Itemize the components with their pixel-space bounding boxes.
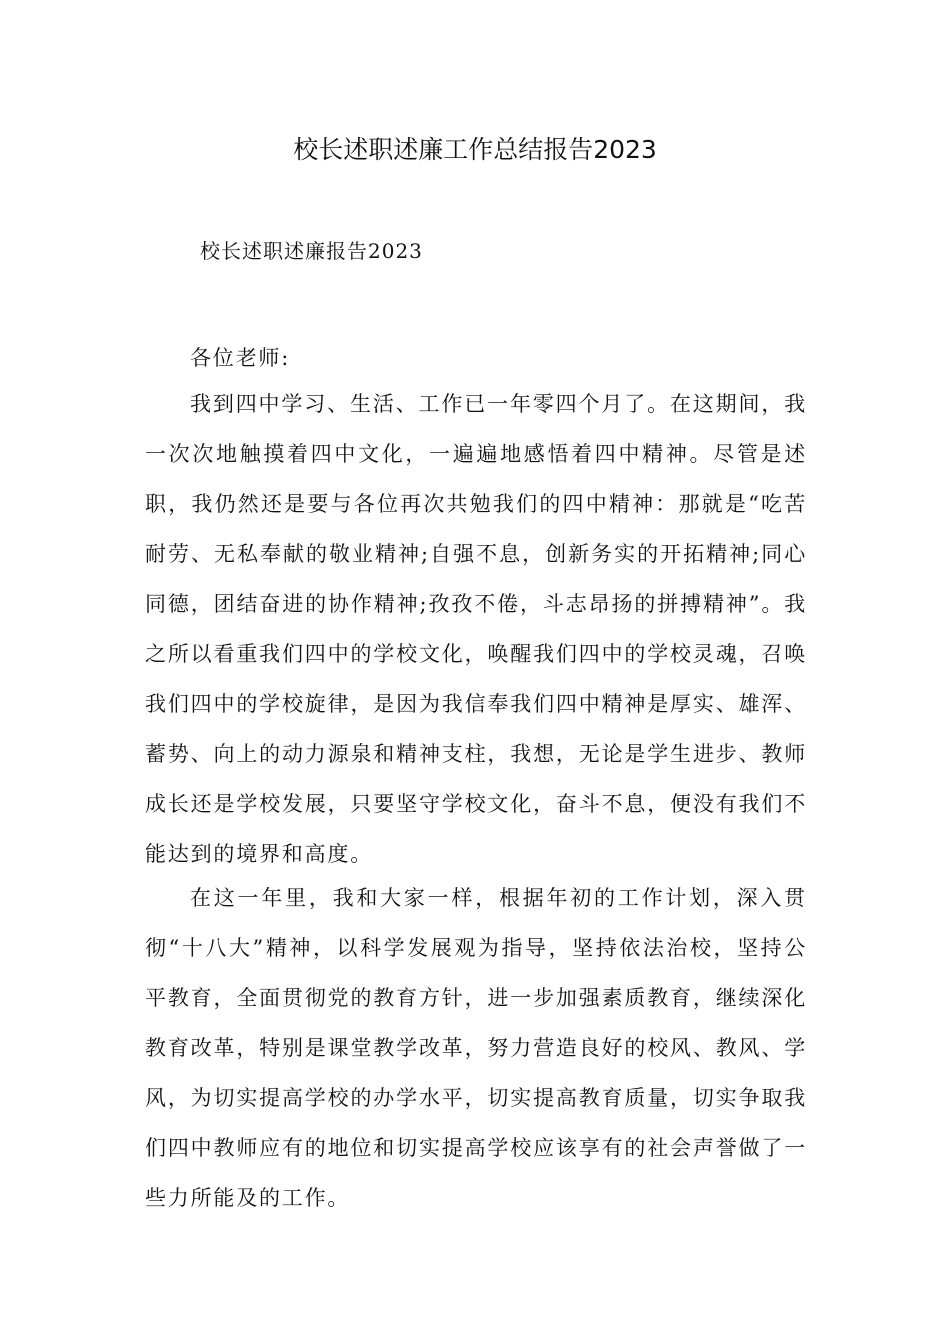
paragraph-2: 在这一年里，我和大家一样，根据年初的工作计划，深入贯彻“十八大”精神，以科学发展观为指导，坚持依法治校，坚持公平教育，全面贯彻党的教育方针，进一步加强素质教育，继续深化教育改革，特别是课堂教学改革，努力营造良好的校风、教风、学风，为切实提高学校的办学水平，切实提高教育质量，切实争取我们四中教师应有的地位和切实提高学校应该享有的社会声誉做了一些力所能及的工作。 xyxy=(145,886,807,1210)
salutation: 各位老师: xyxy=(190,346,291,370)
document-subtitle: 校长述职述廉报告2023 xyxy=(200,239,423,263)
paragraph-1: 我到四中学习、生活、工作已一年零四个月了。在这期间，我一次次地触摸着四中文化，一遍遍地感悟着四中精神。尽管是述职，我仍然还是要与各位再次共勉我们的四中精神：那就是“吃苦耐劳、无私奉献的敬业精神;自强不息，创新务实的开拓精神;同心同德，团结奋进的协作精神;孜孜不倦，斗志昂扬的拼搏精神”。我之所以看重我们四中的学校文化，唤醒我们四中的学校灵魂，召唤我们四中的学校旋律，是因为我信奉我们四中精神是厚实、雄浑、蓄势、向上的动力源泉和精神支柱，我想，无论是学生进步、教师成长还是学校发展，只要坚守学校文化，奋斗不息，便没有我们不能达到的境界和高度。 xyxy=(145,392,807,866)
document-title: 校长述职述廉工作总结报告2023 xyxy=(293,135,657,164)
